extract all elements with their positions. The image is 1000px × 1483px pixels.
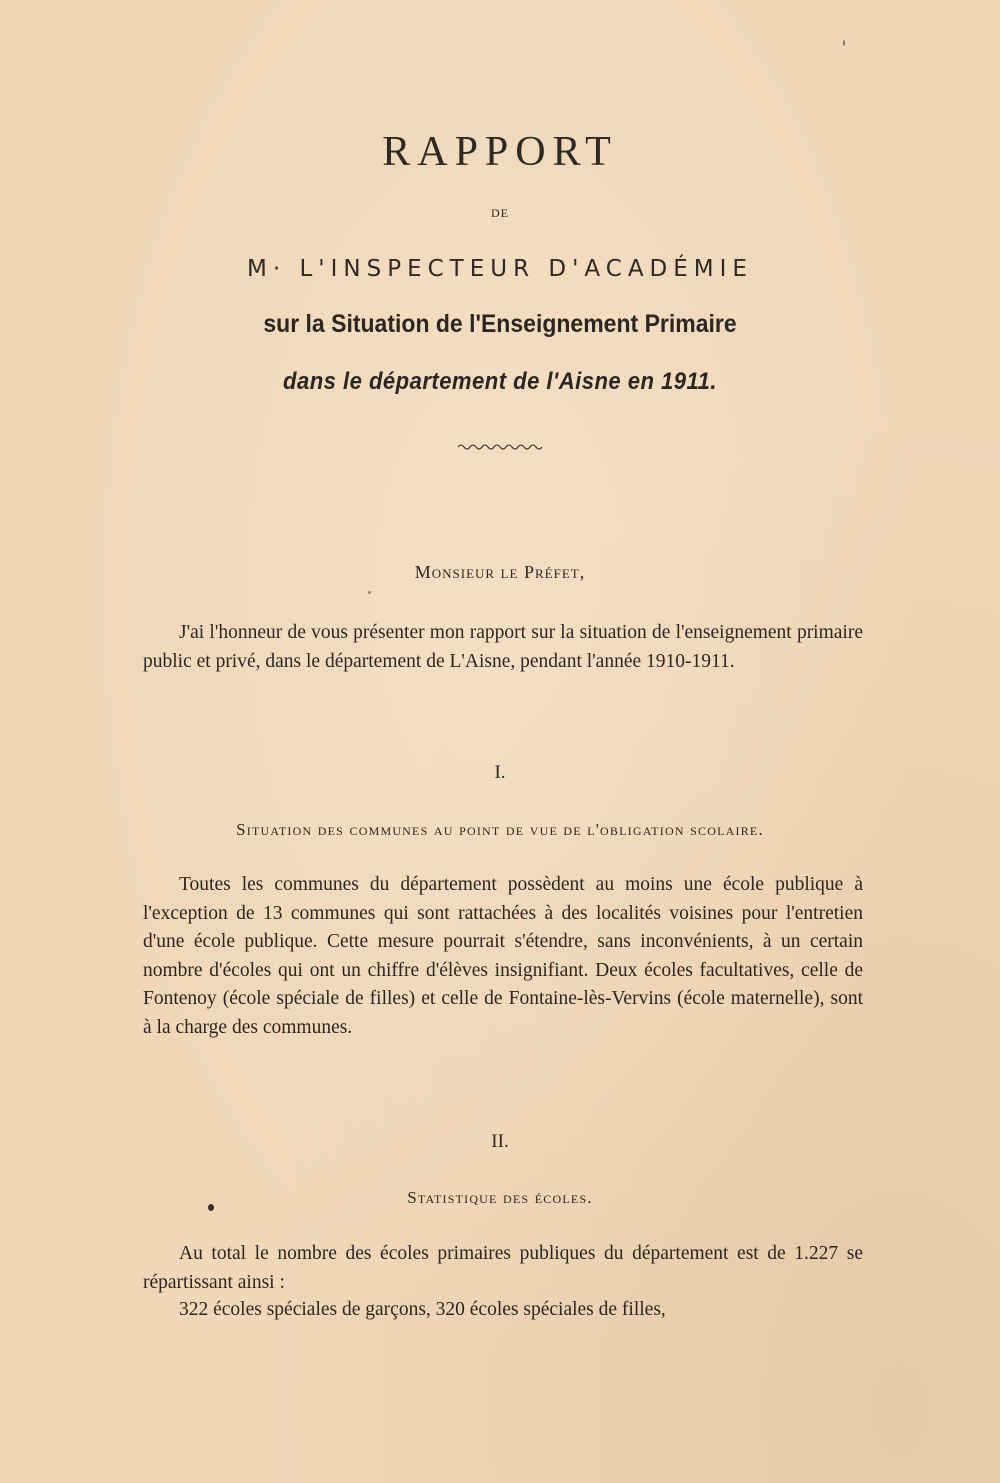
communes-paragraph: Toutes les communes du département possèdent au moins une école publique à l'exception de 13 communes qui sont rattachées à des localités voisines pour l'entretien d'une école publique. Cette mesure pourrait s'étendre, sans inconvénients, à un certain nombre d'écoles qui ont un chiffre d'élèves insignifiant. Deux écoles facultatives, celle de Fontenoy (école spéciale de filles) et celle de Fontaine-lès-Vervins (école maternelle), sont à la charge des communes.: [143, 874, 863, 1038]
wavy-ornament: [458, 440, 544, 452]
author-line: M· L'INSPECTEUR D'ACADÉMIE: [247, 256, 753, 282]
section-2-numeral: II.: [491, 1131, 509, 1152]
statistics-paragraph: Au total le nombre des écoles primaires publiques du département est de 1.227 se répartissant ainsi :: [143, 1243, 863, 1293]
ink-speck: [368, 591, 371, 594]
location-year-line: dans le département de l'Aisne en 1911.: [283, 368, 717, 395]
section-2-heading: Statistique des écoles.: [407, 1188, 593, 1207]
salutation: Monsieur le Préfet,: [414, 562, 586, 582]
section-1-heading: Situation des communes au point de vue de l'obligation scolaire.: [236, 820, 764, 839]
title-preposition: DE: [491, 206, 509, 220]
section-1-numeral: I.: [494, 762, 506, 783]
intro-paragraph: J'ai l'honneur de vous présenter mon rapport sur la situation de l'enseignement primaire public et privé, dans le département de L'Aisne, pendant l'année 1910-1911.: [143, 622, 863, 672]
statistics-breakdown-line: 322 écoles spéciales de garçons, 320 écoles spéciales de filles,: [179, 1299, 666, 1320]
ink-speck: [843, 40, 845, 46]
document-title: RAPPORT: [382, 129, 618, 175]
ink-speck: [208, 1204, 214, 1211]
subject-line: sur la Situation de l'Enseignement Primaire: [263, 310, 737, 338]
